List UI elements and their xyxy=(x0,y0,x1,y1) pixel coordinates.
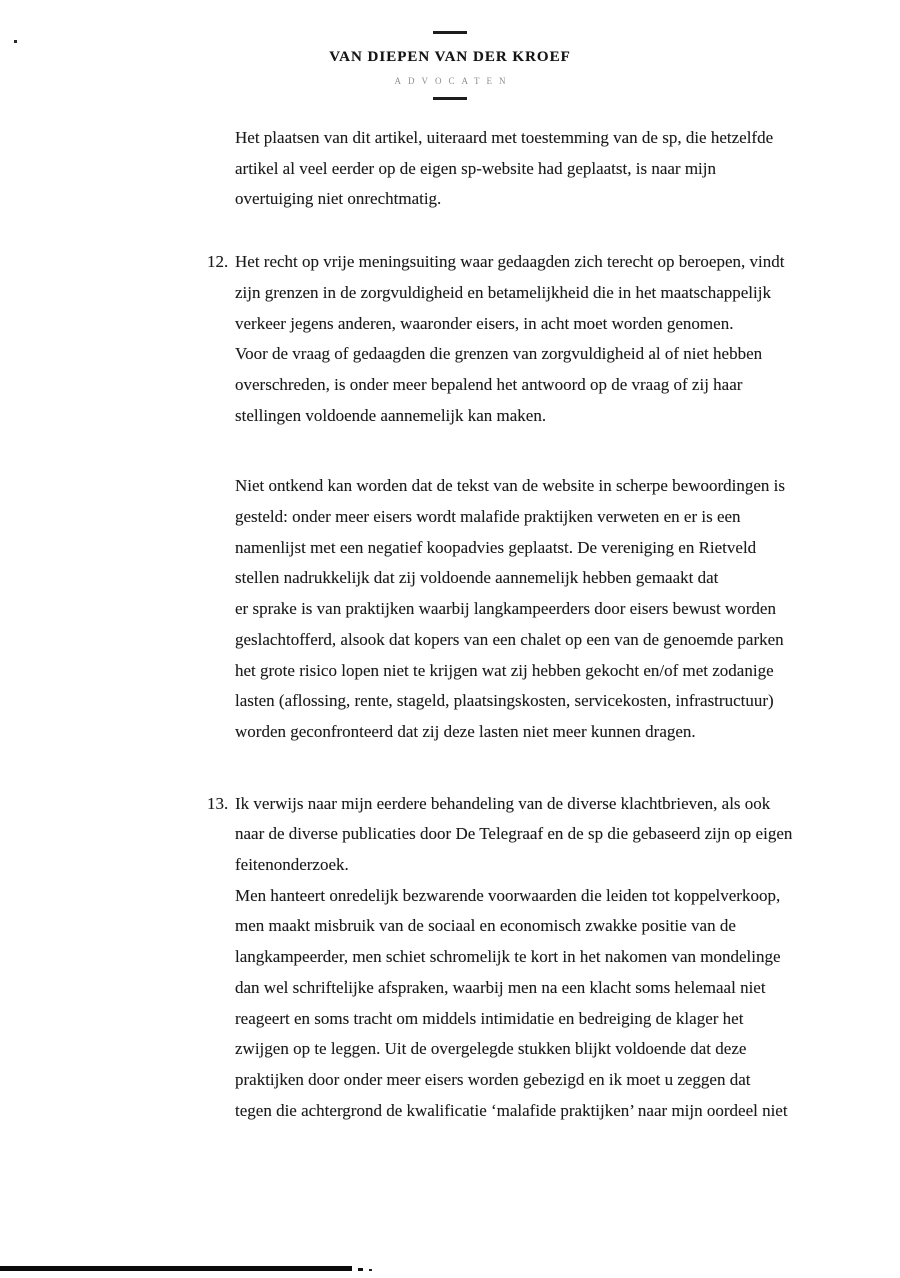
text-line: er sprake is van praktijken waarbij langkampeerders door eisers bewust worden xyxy=(235,599,776,619)
text-line: Men hanteert onredelijk bezwarende voorwaarden die leiden tot koppelverkoop, xyxy=(235,885,781,905)
text-line: naar de diverse publicaties door De Telegraaf en de sp die gebaseerd zijn op eigen xyxy=(235,824,793,844)
text-line: feitenonderzoek. xyxy=(235,855,349,875)
paragraph xyxy=(207,123,887,215)
text-line: worden geconfronteerd dat zij deze lasten niet meer kunnen dragen. xyxy=(235,721,696,741)
scan-artifact-dot xyxy=(14,40,17,43)
text-line: dan wel schriftelijke afspraken, waarbij men na een klacht soms helemaal niet xyxy=(235,977,766,997)
firm-subtitle: ADVOCATEN xyxy=(394,76,513,86)
firm-name: VAN DIEPEN VAN DER KROEF xyxy=(329,49,571,65)
text-line: stellingen voldoende aannemelijk kan maken. xyxy=(235,405,547,425)
text-line: Het recht op vrije meningsuiting waar gedaagden zich terecht op beroepen, vindt xyxy=(235,252,785,272)
text-line: Het plaatsen van dit artikel, uiteraard met toestemming van de sp, die hetzelfde xyxy=(235,128,774,147)
text-line: zijn grenzen in de zorgvuldigheid en betamelijkheid die in het maatschappelijk xyxy=(235,282,771,302)
text-line: namenlijst met een negatief koopadvies geplaatst. De vereniging en Rietveld xyxy=(235,537,757,557)
numbered-paragraph xyxy=(207,789,887,1127)
scan-artifact-line xyxy=(0,1266,352,1271)
scan-artifact-line-dot xyxy=(358,1268,363,1271)
text-line: Niet ontkend kan worden dat de tekst van de website in scherpe bewoordingen is xyxy=(235,476,785,496)
text-line: geslachtofferd, alsook dat kopers van een chalet op een van de genoemde parken xyxy=(235,629,784,649)
text-line: artikel al veel eerder op de eigen sp-website had geplaatst, is naar mijn xyxy=(235,158,717,178)
paragraph xyxy=(207,471,887,747)
text-line: Ik verwijs naar mijn eerdere behandeling van de diverse klachtbrieven, als ook xyxy=(235,793,771,813)
letterhead-rule-bottom xyxy=(433,97,467,100)
text-line: stellen nadrukkelijk dat zij voldoende aannemelijk hebben gemaakt dat xyxy=(235,568,719,588)
text-line: verkeer jegens anderen, waaronder eisers, in acht moet worden genomen. xyxy=(235,313,734,333)
text-line: praktijken door onder meer eisers worden gebezigd en ik moet u zeggen dat xyxy=(235,1069,751,1089)
text-line: tegen die achtergrond de kwalificatie ‘malafide praktijken’ naar mijn oordeel niet xyxy=(235,1100,788,1120)
text-line: overtuiging niet onrechtmatig. xyxy=(235,189,442,209)
letterhead-rule-top xyxy=(433,31,467,34)
document-body xyxy=(207,123,887,1126)
numbered-paragraph xyxy=(207,247,887,431)
text-line: langkampeerder, men schiet schromelijk te kort in het nakomen van mondelinge xyxy=(235,947,781,967)
text-line: reageert en soms tracht om middels intimidatie en bedreiging de klager het xyxy=(235,1008,744,1028)
scan-artifact-line-dot xyxy=(369,1269,372,1271)
text-line: men maakt misbruik van de sociaal en economisch zwakke positie van de xyxy=(235,916,736,936)
text-line: Voor de vraag of gedaagden die grenzen van zorgvuldigheid al of niet hebben xyxy=(235,344,763,364)
text-line: lasten (aflossing, rente, stageld, plaatsingskosten, servicekosten, infrastructuur) xyxy=(235,691,774,711)
paragraph-number: 12. xyxy=(207,252,229,272)
paragraph-number: 13. xyxy=(207,793,229,813)
text-line: gesteld: onder meer eisers wordt malafide praktijken verweten en er is een xyxy=(235,507,741,527)
text-line: zwijgen op te leggen. Uit de overgelegde stukken blijkt voldoende dat deze xyxy=(235,1039,747,1059)
text-line: het grote risico lopen niet te krijgen wat zij hebben gekocht en/of met zodanige xyxy=(235,660,774,680)
text-line: overschreden, is onder meer bepalend het antwoord op de vraag of zij haar xyxy=(235,374,743,394)
